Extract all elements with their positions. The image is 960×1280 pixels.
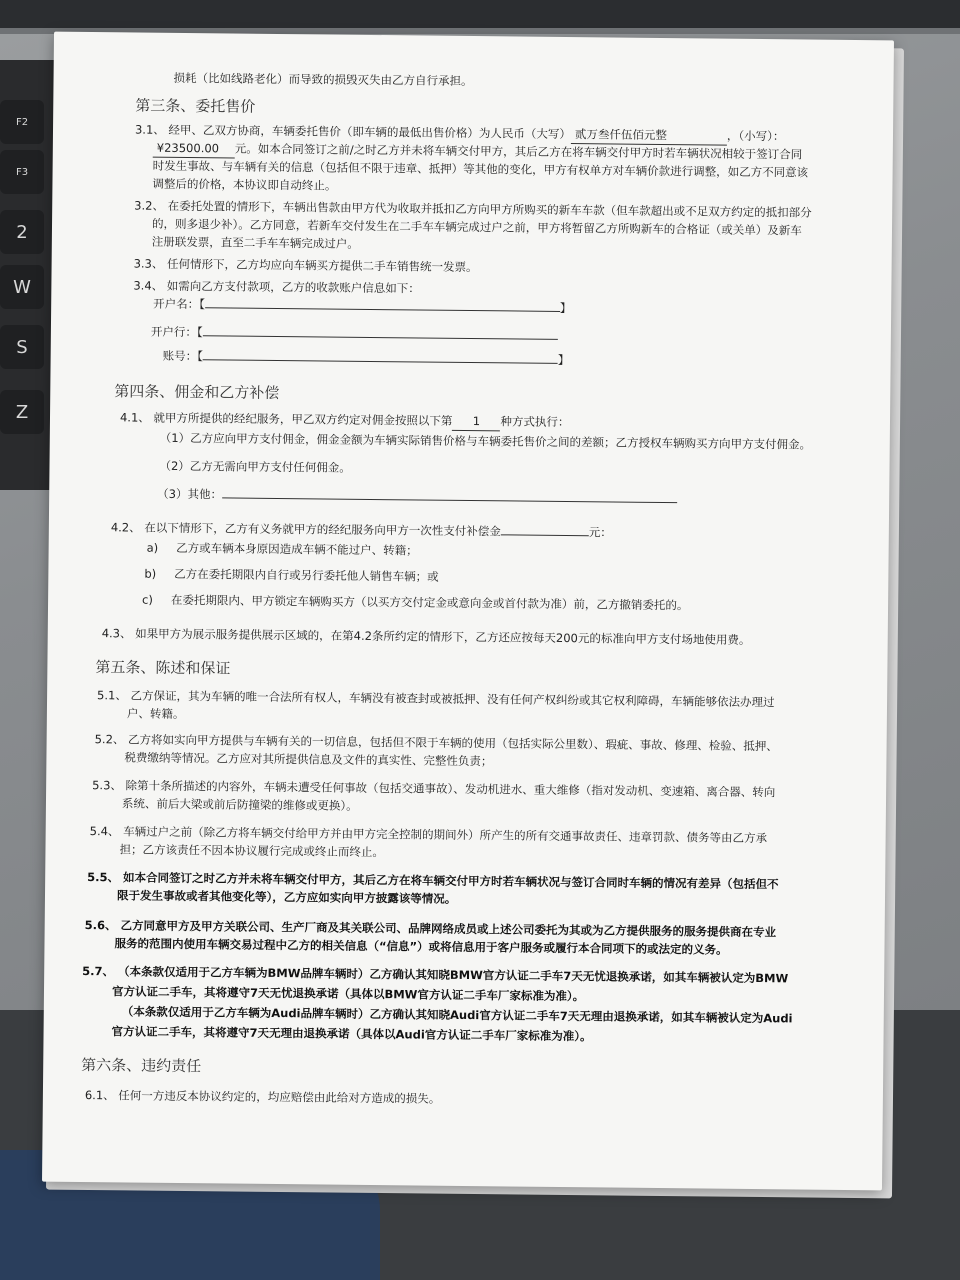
clause-3-1-line4: 调整后的价格，本协议即自动终止。	[152, 176, 337, 193]
contract-page	[42, 32, 894, 1191]
account-number-row	[163, 347, 570, 369]
key-f3[interactable]: F3	[0, 150, 44, 194]
option-3-label: （3）其他：	[157, 486, 223, 502]
item-c-text: 在委托期限内、甲方锁定车辆购买方（以买方交付定金或意向金或首付款为准）前，乙方撤销委托的。	[170, 592, 689, 613]
clause-3-1-text-c: 元。如本合同签订之前/之时乙方并未将车辆交付甲方，其后乙方在将车辆交付甲方时若车辆状况相较于签订合同	[234, 141, 803, 162]
account-name-row	[153, 295, 571, 317]
clause-5-3: 5.3、 除第十条所描述的内容外，车辆未遭受任何事故（包括交通事故）、发动机进水、重大维修（指对发动机、变速箱、离合器、转向	[92, 778, 776, 800]
clause-4-1-text-b: 种方式执行：	[500, 414, 570, 430]
section3-title: 第三条、委托售价	[135, 96, 256, 116]
clause-4-2	[111, 518, 612, 541]
clause-4-1-text: 4.1、 就甲方所提供的经纪服务，甲乙双方约定对佣金按照以下第	[119, 410, 453, 428]
document-body	[42, 32, 894, 1191]
account-number-blank[interactable]	[203, 347, 558, 364]
account-name-label: 开户名：【	[153, 296, 206, 312]
item-b-text: 乙方在委托期限内自行或另行委托他人销售车辆；或	[174, 566, 439, 584]
key-w[interactable]: W	[0, 265, 44, 309]
clause-5-6-line2: 服务的范围内使用车辆交易过程中乙方的相关信息（“信息”）或将信息用于客户服务或履行本合同项下的或法定的义务。	[114, 936, 728, 957]
clause-5-4: 5.4、 车辆过户之前（除乙方将车辆交付给甲方并由甲方完全控制的期间外）所产生的所有交通事故责任、违章罚款、债务等由乙方承	[89, 824, 768, 846]
account-name-blank[interactable]	[205, 295, 560, 312]
item-a	[147, 539, 418, 560]
option-3-blank[interactable]	[222, 485, 677, 503]
option-1: （1）乙方应向甲方支付佣金，佣金金额为车辆实际销售价格与车辆委托售价之间的差额；乙方授权车辆购买方向甲方支付佣金。	[159, 430, 812, 452]
key-z[interactable]: Z	[0, 390, 44, 434]
item-a-text: 乙方或车辆本身原因造成车辆不能过户、转籍；	[176, 540, 418, 558]
clause-6-1: 6.1、 任何一方违反本协议约定的，均应赔偿由此给对方造成的损失。	[84, 1088, 441, 1106]
account-number-label: 账号：【	[162, 348, 203, 364]
clause-4-2-text-b: 元：	[588, 525, 612, 540]
commission-option: 1	[452, 412, 500, 432]
account-bank-blank[interactable]	[203, 323, 558, 340]
clause-3-4: 3.4、 如需向乙方支付款项，乙方的收款账户信息如下：	[133, 278, 420, 296]
clause-4-3: 4.3、 如果甲方为展示服务提供展示区域的，在第4.2条所约定的情形下，乙方还应按每天200元的标准向甲方支付场地使用费。	[101, 626, 751, 647]
clause-5-1: 5.1、 乙方保证，其为车辆的唯一合法所有权人，车辆没有被查封或被抵押、没有任何产权纠纷或其它权利障碍，车辆能够依法办理过	[97, 688, 775, 710]
clause-5-3-line2: 系统、前后大梁或前后防撞梁的维修或更换）。	[121, 796, 358, 813]
clause-5-2: 5.2、 乙方将如实向甲方提供与车辆有关的一切信息，包括但不限于车辆的使用（包括实际公里数）、瑕疵、事故、修理、检验、抵押、	[94, 732, 778, 754]
clause-5-1-line2: 户、转籍。	[126, 706, 185, 722]
clause-4-2-text: 4.2、 在以下情形下，乙方有义务就甲方的经纪服务向甲方一次性支付补偿金	[110, 520, 501, 539]
key-f2[interactable]: F2	[0, 100, 44, 144]
clause-5-7-line2: 官方认证二手车，其将遵守7天无忧退换承诺（具体以BMW官方认证二手车厂家标准为准）。	[111, 984, 585, 1004]
bracket: 】	[557, 352, 570, 368]
clause-3-2-line2: 的，则多退少补）。乙方同意，若新车交付发生在二手车车辆完成过户之前，甲方将暂留乙方所购新车的合格证（或关单）及新车	[151, 216, 802, 238]
clause-3-1-text-b: ，（小写）：	[726, 128, 785, 144]
carryover-text: 损耗（比如线路老化）而导致的损毁灭失由乙方自行承担。	[173, 70, 473, 89]
section5-title: 第五条、陈述和保证	[95, 658, 231, 678]
clause-5-7-line4: 官方认证二手车，其将遵守7天无理由退换承诺（具体以Audi官方认证二手车厂家标准为准）。	[111, 1024, 592, 1044]
clause-3-2-line3: 注册联发票，直至二手车车辆完成过户。	[151, 234, 359, 251]
amount-numeric: ¥23500.00	[153, 139, 235, 159]
clause-5-7-line3: （本条款仅适用于乙方车辆为Audi品牌车辆时）乙方确认其知晓Audi官方认证二手车7天无理由退换承诺，如其车辆被认定为Audi	[121, 1004, 793, 1026]
item-b-label: b)	[144, 566, 157, 581]
account-bank-label: 开户行：【	[150, 324, 203, 340]
clause-3-1-text: 3.1、 经甲、乙双方协商，车辆委托售价（即车辆的最低出售价格）为人民币（大写）	[134, 122, 572, 142]
item-a-label: a)	[146, 540, 159, 555]
section4-title: 第四条、佣金和乙方补偿	[114, 382, 280, 403]
clause-5-2-line2: 税费缴纳等情况。乙方应对其所提供信息及文件的真实性、完整性负责；	[124, 750, 493, 769]
clause-5-5: 5.5、 如本合同签订之时乙方并未将车辆交付甲方，其后乙方在将车辆交付甲方时若车辆状况与签订合同时车辆的情况有差异（包括但不	[87, 870, 779, 892]
key-2[interactable]: 2	[0, 210, 44, 254]
section6-title: 第六条、违约责任	[81, 1055, 202, 1076]
clause-5-5-line2: 限于发生事故或者其他变化等），乙方应如实向甲方披露该等情况。	[116, 888, 457, 906]
compensation-blank[interactable]	[501, 522, 589, 536]
amount-uppercase: 贰万叁仟伍佰元整	[571, 125, 727, 146]
clause-3-1-line3: 时发生事故、与车辆有关的信息（包括但不限于违章、抵押）等其他的变化，甲方有权单方对车辆价款进行调整，如乙方不同意该	[152, 158, 809, 180]
key-s[interactable]: S	[0, 325, 44, 369]
clause-5-7: 5.7、 （本条款仅适用于乙方车辆为BMW品牌车辆时）乙方确认其知晓BMW官方认证二手车7天无忧退换承诺，如其车辆被认定为BMW	[82, 963, 789, 986]
bracket: 】	[559, 300, 572, 316]
item-c-label: c)	[142, 592, 153, 607]
option-2: （2）乙方无需向甲方支付任何佣金。	[159, 458, 351, 475]
clause-5-4-line2: 担；乙方该责任不因本协议履行完成或终止而终止。	[119, 842, 385, 860]
item-c	[142, 591, 688, 615]
clause-3-3: 3.3、 任何情形下，乙方均应向车辆买方提供二手车销售统一发票。	[133, 256, 478, 275]
option-3	[157, 485, 677, 508]
account-bank-row	[151, 323, 558, 345]
laptop-hinge	[0, 0, 960, 28]
clause-3-2: 3.2、 在委托处置的情形下，车辆出售款由甲方代为收取并抵扣乙方向甲方所购买的新车车款（但车款超出或不足双方约定的抵扣部分	[134, 198, 812, 220]
clause-5-6: 5.6、 乙方同意甲方及甲方关联公司、生产厂商及其关联公司、品牌网络成员或上述公司委托为其或为乙方提供服务的服务提供商在专业	[84, 918, 777, 940]
item-b	[144, 565, 438, 586]
